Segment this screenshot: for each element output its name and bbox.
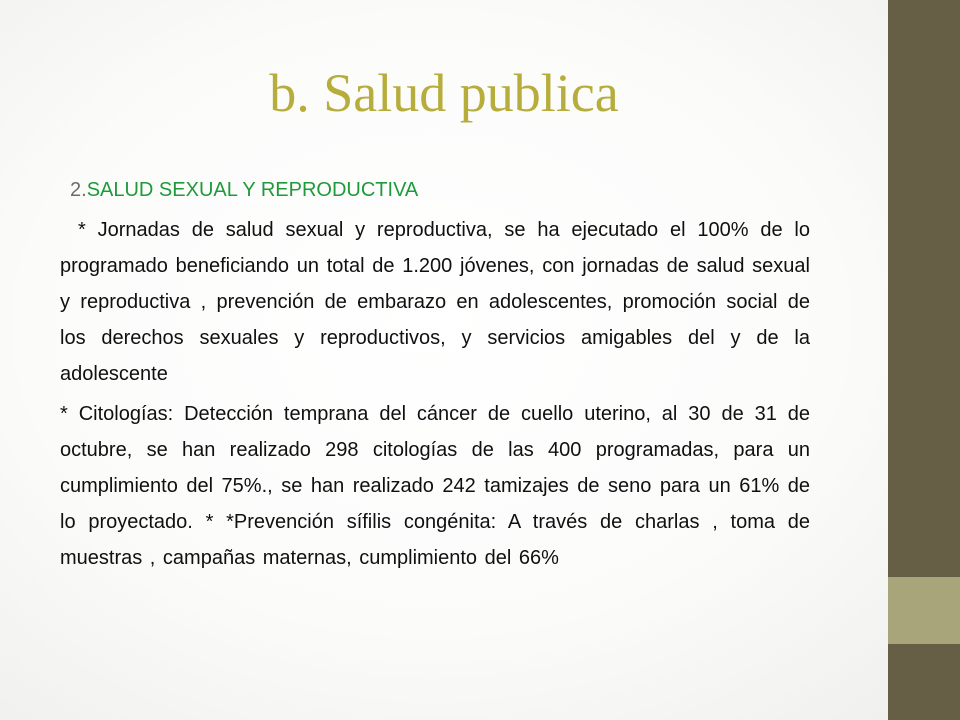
section-number: 2. <box>70 179 87 201</box>
paragraph-citologias: * Citologías: Detección temprana del cáncer de cuello uterino, al 30 de 31 de octubre, se han realizado 298 citologías de las 400 programadas, para un cumplimiento del 75%., se han realizado 242 tamizajes de seno para un 61% de lo proyectado. * *Prevención sífilis congénita: A través de charlas , toma de muestras , campañas maternas, cumplimiento del 66% <box>60 403 810 569</box>
side-accent-decoration <box>888 577 960 644</box>
paragraph-jornadas: * Jornadas de salud sexual y reproductiva, se ha ejecutado el 100% de lo programado beneficiando un total de 1.200 jóvenes, con jornadas de salud sexual y reproductiva , prevención de embarazo en adolescentes, promoción social de los derechos sexuales y reproductivos, y servicios amigables del y de la adolescente <box>60 219 810 385</box>
section-heading <box>60 172 810 208</box>
slide-body <box>60 172 810 580</box>
section-title: SALUD SEXUAL Y REPRODUCTIVA <box>86 179 419 201</box>
slide-title: b. Salud publica <box>269 63 619 123</box>
